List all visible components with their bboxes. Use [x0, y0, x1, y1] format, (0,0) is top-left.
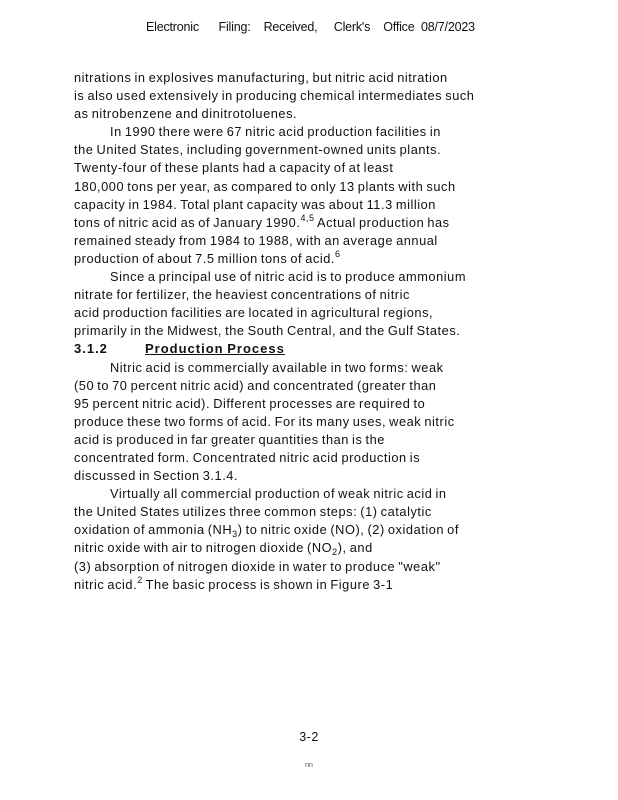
text-line: 180,000 tons per year, as compared to only 13 plants with such — [74, 178, 456, 194]
text-span: production of about 7.5 million tons of acid. — [74, 250, 336, 266]
text-span: nitric oxide with air to nitrogen dioxide (NO — [74, 540, 333, 556]
header-date: 08/7/2023 — [421, 20, 475, 34]
text-line: (3) absorption of nitrogen dioxide in water to produce "weak" — [74, 558, 441, 574]
text-span: oxidation of ammonia (NH — [74, 522, 233, 538]
paragraph-start: Virtually all commercial production of weak nitric acid in — [110, 486, 447, 502]
reference-superscript: 6 — [335, 248, 341, 259]
page-number: 3-2 — [299, 730, 319, 744]
section-title: Production Process — [145, 341, 285, 357]
text-line: (50 to 70 percent nitric acid) and concentrated (greater than — [74, 377, 437, 393]
text-line — [74, 539, 558, 557]
text-line: produce these two forms of acid. For its many uses, weak nitric — [74, 413, 455, 429]
filing-header — [146, 20, 475, 34]
paragraph-start: Nitric acid is commercially available in two forms: weak — [110, 359, 444, 375]
header-word: Received, — [263, 20, 318, 34]
header-word: Electronic — [146, 20, 199, 34]
text-span: The basic process is shown in Figure 3-1 — [142, 576, 394, 592]
text-line: is also used extensively in producing chemical intermediates such — [74, 88, 475, 104]
text-line: discussed in Section 3.1.4. — [74, 468, 239, 484]
text-line: remained steady from 1984 to 1988, with an average annual — [74, 232, 438, 248]
text-line: nitrations in explosives manufacturing, but nitric acid nitration — [74, 70, 448, 85]
document-body — [74, 69, 558, 594]
chemical-subscript: 3 — [232, 529, 238, 540]
section-number: 3.1.2 — [74, 341, 108, 357]
text-line: nitrate for fertilizer, the heaviest concentrations of nitric — [74, 287, 410, 303]
text-line: 95 percent nitric acid). Different processes are required to — [74, 395, 426, 411]
text-line: acid production facilities are located in agricultural regions, — [74, 305, 434, 321]
text-line: primarily in the Midwest, the South Central, and the Gulf States. — [74, 323, 461, 339]
text-line: as nitrobenzene and dinitrotoluenes. — [74, 106, 298, 122]
text-span: ), and — [337, 540, 373, 556]
text-line: capacity in 1984. Total plant capacity was about 11.3 million — [74, 196, 436, 212]
text-line — [74, 576, 558, 594]
section-heading — [74, 340, 558, 358]
text-line: the United States, including government-owned units plants. — [74, 142, 442, 158]
text-line — [74, 250, 558, 268]
text-line: Twenty-four of these plants had a capacity of at least — [74, 160, 394, 176]
chemical-subscript: 2 — [332, 547, 338, 558]
reference-superscript: 2 — [137, 574, 143, 585]
reference-superscript: 4,5 — [300, 212, 315, 223]
text-line: concentrated form. Concentrated nitric acid production is — [74, 449, 421, 465]
text-line — [74, 521, 558, 539]
header-word: Clerk's — [333, 20, 371, 34]
paragraph-start: In 1990 there were 67 nitric acid production facilities in — [110, 124, 441, 140]
text-line: the United States utilizes three common steps: (1) catalytic — [74, 504, 432, 520]
header-word: Filing: — [218, 20, 251, 34]
text-span: ) to nitric oxide (NO), (2) oxidation of — [237, 522, 459, 538]
text-line: acid is produced in far greater quantities than is the — [74, 431, 385, 447]
paragraph-start: Since a principal use of nitric acid is to produce ammonium — [110, 269, 467, 285]
footer-mark: nn — [305, 762, 313, 769]
header-word: Office — [383, 20, 415, 34]
text-span: Actual production has — [314, 214, 450, 230]
text-span: nitric acid. — [74, 576, 138, 592]
text-line — [74, 214, 558, 232]
text-span: tons of nitric acid as of January 1990. — [74, 214, 301, 230]
